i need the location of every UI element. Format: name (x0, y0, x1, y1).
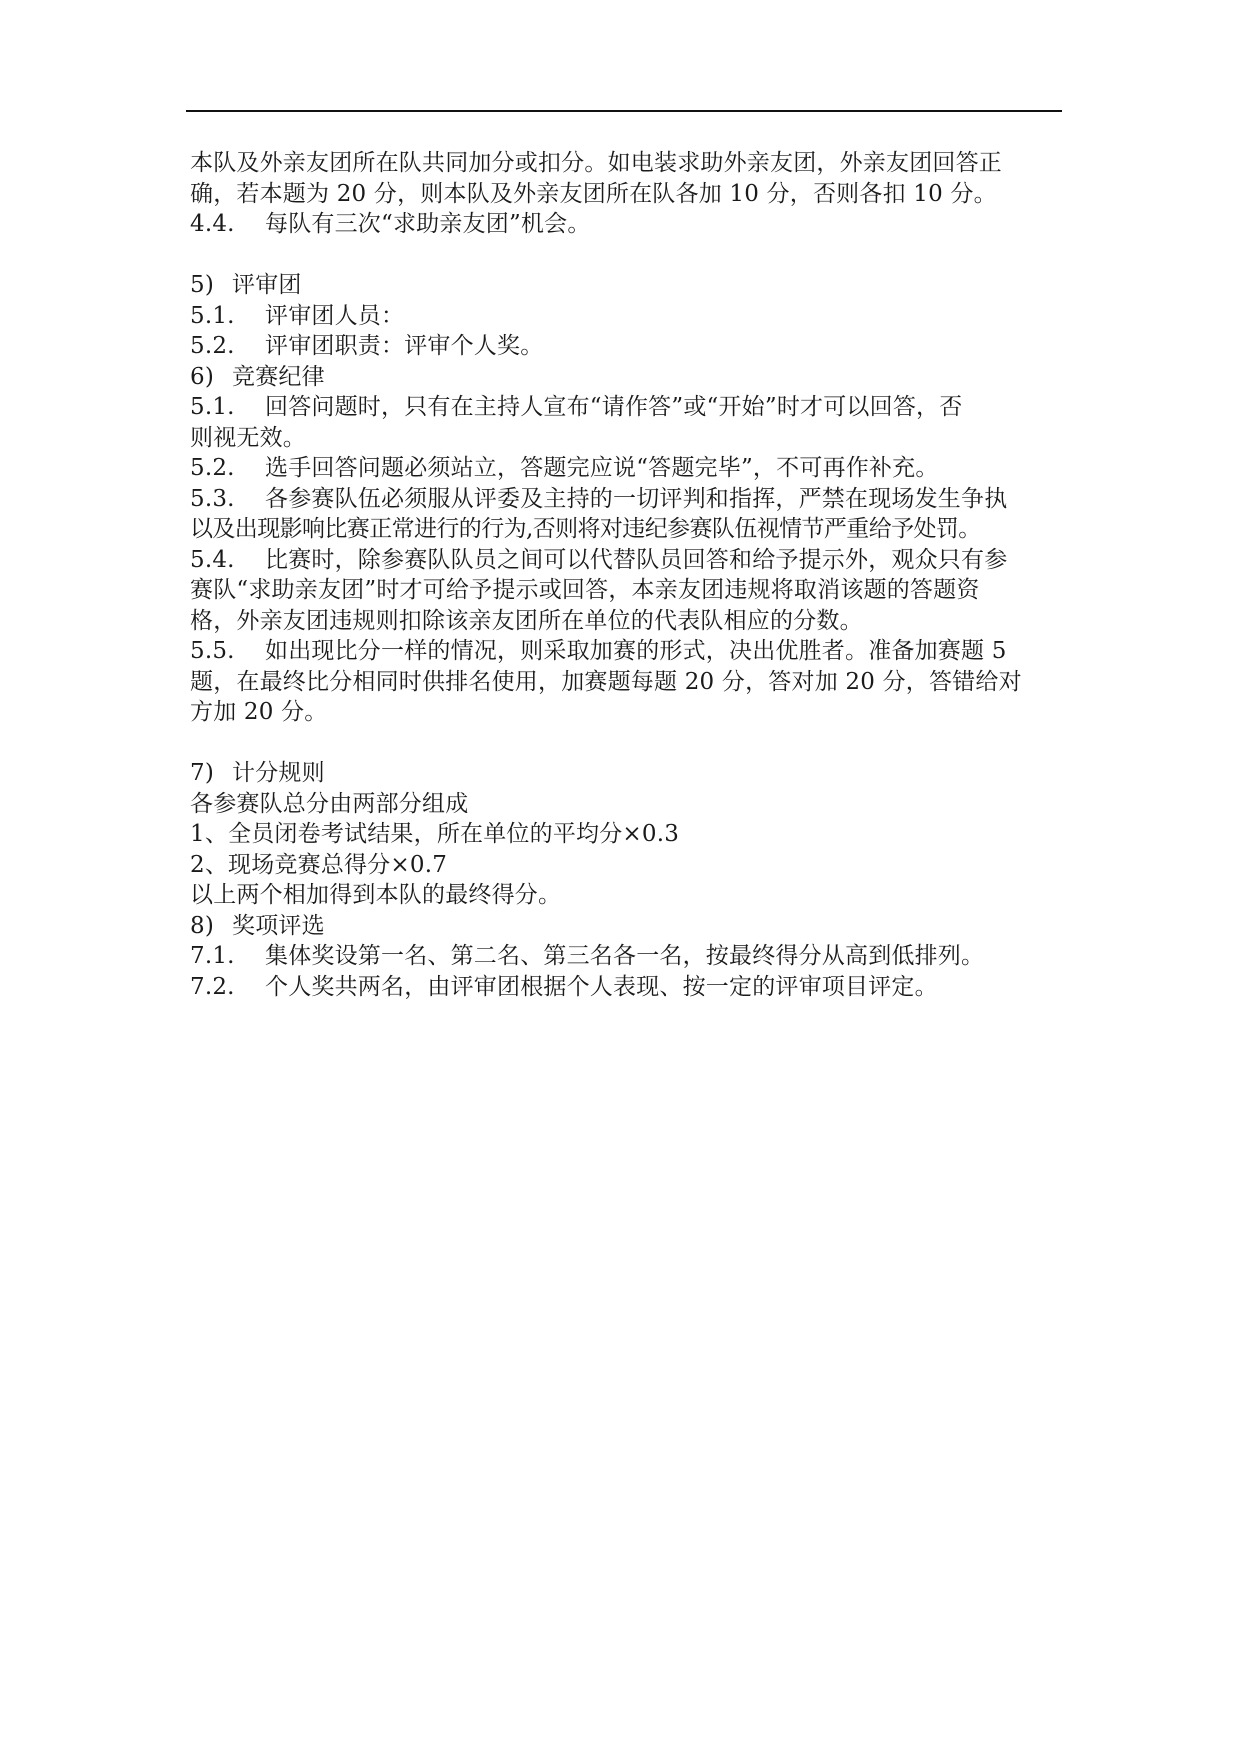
item-number: 5.1. (190, 394, 235, 420)
blank-line (190, 728, 1070, 759)
heading-text: 计分规则 (232, 760, 325, 786)
paragraph-line: 2、现场竞赛总得分×0.7 (190, 851, 448, 878)
paragraph-line: 以上两个相加得到本队的最终得分。 (190, 882, 562, 908)
paragraph-line: 以及出现影响比赛正常进行的行为,否则将对违纪参赛队伍视情节严重给予处罚。 (190, 516, 981, 542)
paragraph-line: 本队及外亲友团所在队共同加分或扣分。如电装求助外亲友团，外亲友团回答正 (190, 150, 1002, 176)
item-number: 5.2. (190, 333, 235, 359)
section-heading-8 (190, 911, 1070, 942)
header-rule (186, 110, 1062, 112)
item-text: 评审团职责：评审个人奖。 (265, 333, 544, 359)
paragraph-line: 各参赛队总分由两部分组成 (190, 790, 469, 817)
item-text: 个人奖共两名，由评审团根据个人表现、按一定的评审项目评定。 (265, 973, 938, 1000)
heading-text: 竞赛纪律 (232, 363, 325, 390)
item-number: 5.5. (190, 638, 235, 664)
item-text: 比赛时，除参赛队队员之间可以代替队员回答和给予提示外，观众只有参 (265, 546, 1008, 573)
item-text: 集体奖设第一名、第二名、第三名各一名，按最终得分从高到低排列。 (265, 943, 985, 969)
section-heading-6 (190, 362, 1070, 393)
item-text: 各参赛队伍必须服从评委及主持的一切评判和指挥，严禁在现场发生争执 (265, 485, 1008, 512)
item-number: 5.1. (190, 302, 235, 329)
list-item (190, 392, 1070, 423)
paragraph-line: 确，若本题为 20 分，则本队及外亲友团所在队各加 10 分，否则各扣 10 分。 (190, 180, 997, 207)
list-item (190, 972, 1070, 1003)
heading-text: 奖项评选 (232, 912, 325, 939)
item-text: 选手回答问题必须站立，答题完应说“答题完毕”，不可再作补充。 (265, 455, 939, 481)
heading-number: 7) (190, 760, 215, 786)
item-number: 5.2. (190, 455, 235, 481)
list-item (190, 484, 1070, 515)
item-number: 5.4. (190, 546, 235, 573)
section-heading-5 (190, 270, 1070, 301)
heading-number: 5) (190, 272, 215, 298)
document-body (190, 148, 1070, 1002)
paragraph-line: 1、全员闭卷考试结果，所在单位的平均分×0.3 (190, 821, 680, 847)
paragraph-line: 则视无效。 (190, 424, 306, 451)
paragraph-line: 赛队“求助亲友团”时才可给予提示或回答，本亲友团违规将取消该题的答题资 (190, 577, 980, 603)
paragraph-line: 题，在最终比分相同时供排名使用，加赛题每题 20 分，答对加 20 分，答错给对 (190, 668, 1022, 695)
heading-text: 评审团 (232, 272, 302, 298)
item-text: 如出现比分一样的情况，则采取加赛的形式，决出优胜者。准备加赛题 5 (265, 638, 1007, 664)
paragraph-line: 格，外亲友团违规则扣除该亲友团所在单位的代表队相应的分数。 (190, 607, 863, 634)
blank-line (190, 240, 1070, 271)
item-number: 7.1. (190, 943, 235, 969)
list-item (190, 331, 1070, 362)
item-text: 回答问题时，只有在主持人宣布“请作答”或“开始”时才可以回答，否 (265, 394, 963, 420)
paragraph-line: 方加 20 分。 (190, 699, 328, 725)
list-item (190, 941, 1070, 972)
item-number: 5.3. (190, 485, 235, 512)
item-number: 7.2. (190, 973, 235, 1000)
list-item (190, 636, 1070, 667)
item-text: 每队有三次“求助亲友团”机会。 (265, 211, 591, 237)
item-number: 4.4. (190, 211, 235, 237)
heading-number: 6) (190, 363, 215, 390)
section-heading-7 (190, 758, 1070, 789)
list-item (190, 545, 1070, 576)
list-item-4-4 (190, 209, 1070, 240)
heading-number: 8) (190, 912, 215, 939)
item-text: 评审团人员： (265, 302, 405, 329)
list-item (190, 301, 1070, 332)
list-item (190, 453, 1070, 484)
